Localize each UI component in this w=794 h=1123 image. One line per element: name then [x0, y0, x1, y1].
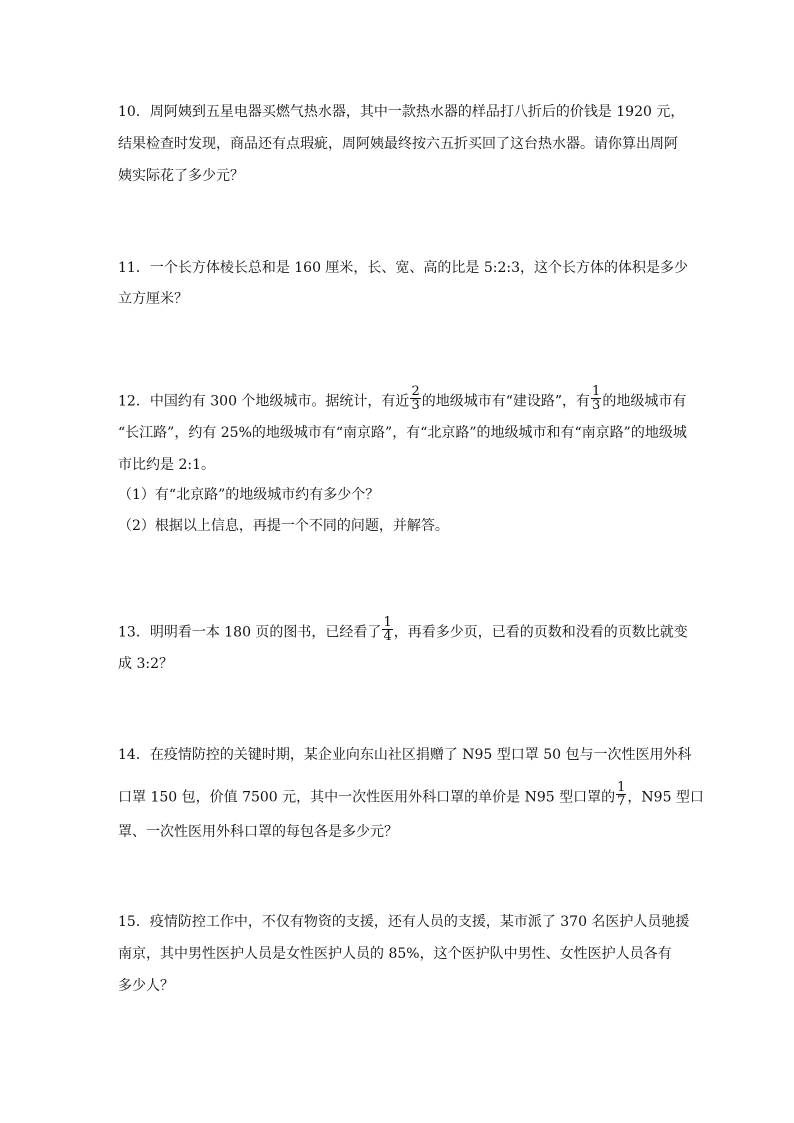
q15-line-2: 南京，其中男性医护人员是女性医护人员的 85%，这个医护队中男性、女性医护人员各有 — [118, 946, 672, 962]
fraction-one-third — [591, 385, 601, 412]
q15-line-1: 15．疫情防控工作中，不仅有物资的支援，还有人员的支援，某市派了 370 名医护人员驰援 — [118, 914, 690, 930]
q10-line-1: 10．周阿姨到五星电器买燃气热水器，其中一款热水器的样品打八折后的价钱是 1920 元， — [118, 104, 685, 120]
fraction-numerator: 1 — [383, 615, 392, 630]
q13-line-1 — [118, 615, 688, 644]
q12-line-1-part-a: 12．中国约有 300 个地级城市。据统计，有近 — [118, 393, 410, 410]
q12-subquestion-2: （2）根据以上信息，再提一个不同的问题，并解答。 — [118, 518, 449, 534]
q12-line-1-part-c: 的地级城市有 — [602, 393, 687, 410]
q14-line-1: 14．在疫情防控的关键时期，某企业向东山社区捐赠了 N95 型口罩 50 包与一次性医用外科 — [118, 747, 692, 763]
q10-line-2: 结果检查时发现，商品还有点瑕疵，周阿姨最终按六五折买回了这台热水器。请你算出周阿 — [118, 136, 678, 152]
q12-line-2: “长江路”，约有 25%的地级城市有“南京路”，有“北京路”的地级城市和有“南京路”的地级城 — [118, 425, 687, 441]
q13-line-1-part-a: 13．明明看一本 180 页的图书，已经看了 — [118, 624, 382, 641]
q13-line-1-part-b: ，再看多少页，已看的页数和没看的页数比就变 — [393, 624, 688, 641]
q14-line-2-part-b: ，N95 型口 — [627, 789, 704, 806]
q11-line-2: 立方厘米？ — [118, 291, 188, 307]
q14-line-3: 罩、一次性医用外科口罩的每包各是多少元？ — [118, 824, 398, 840]
fraction-numerator: 2 — [411, 384, 420, 399]
q12-subquestion-1: （1）有“北京路”的地级城市约有多少个？ — [118, 487, 380, 503]
fraction-numerator: 1 — [617, 780, 626, 795]
q14-line-2 — [118, 780, 704, 809]
q12-line-1 — [118, 384, 687, 413]
q10-line-3: 姨实际花了多少元？ — [118, 168, 244, 184]
fraction-denominator: 7 — [617, 794, 626, 809]
q11-line-1: 11．一个长方体棱长总和是 160 厘米，长、宽、高的比是 5:2:3，这个长方体的体积是多少 — [118, 260, 689, 276]
q15-line-3: 多少人？ — [118, 978, 174, 994]
q12-line-1-part-b: 的地级城市有“建设路”，有 — [421, 393, 591, 410]
q13-line-2: 成 3:2？ — [118, 656, 173, 672]
fraction-two-thirds — [410, 385, 420, 412]
fraction-one-seventh — [616, 781, 626, 808]
q12-line-3: 市比约是 2:1。 — [118, 457, 215, 473]
fraction-denominator: 3 — [592, 398, 601, 413]
fraction-one-quarter — [382, 616, 392, 643]
fraction-denominator: 4 — [383, 629, 392, 644]
fraction-denominator: 3 — [411, 398, 420, 413]
fraction-numerator: 1 — [592, 384, 601, 399]
q14-line-2-part-a: 口罩 150 包，价值 7500 元，其中一次性医用外科口罩的单价是 N95 型口罩的 — [118, 789, 616, 806]
